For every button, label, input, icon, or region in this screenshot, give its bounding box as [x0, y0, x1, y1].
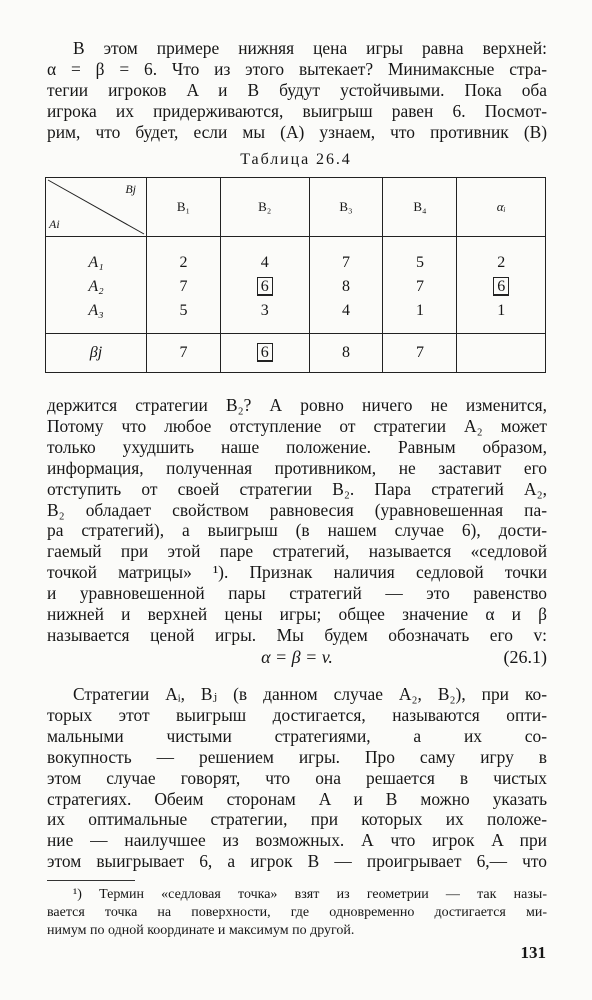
table-corner-cell — [46, 178, 147, 237]
corner-col-label: Bj — [125, 182, 136, 196]
col-header: B₂ — [220, 178, 309, 237]
text-line: нижней и верхней цены игры; общее значение α и β — [47, 604, 547, 625]
equation-number: (26.1) — [503, 647, 547, 667]
table-cell: 4 — [309, 299, 383, 334]
table-cell: 8 — [309, 275, 383, 299]
table-cell: 5 — [383, 237, 457, 276]
row-header: A₃ — [46, 299, 147, 334]
text-line: ра стратегий), а выигрыш (в нашем случае 6), дости- — [47, 520, 547, 541]
equation — [47, 647, 547, 668]
table-cell: 7 — [147, 334, 221, 373]
text-line: отступить от своей стратегии B₂. Пара стратегий A₂, — [47, 478, 547, 499]
text-line: их оптимальные стратегии, при которых их положе- — [47, 809, 547, 830]
equation-text: α = β = v. — [261, 647, 333, 667]
text-line: этом выигрывает 6, а игрок B — проигрывает 6,— что — [47, 851, 547, 872]
upper-value-marker: 6 — [257, 343, 273, 362]
col-header: B₄ — [383, 178, 457, 237]
text-line: гаемый при этой паре стратегий, называется «седловой — [47, 541, 547, 562]
footnote-line: нимум по одной координате и максимум по другой. — [47, 923, 355, 938]
corner-row-label: Ai — [49, 217, 60, 231]
text-line: мальными чистыми стратегиями, а их со- — [47, 725, 547, 746]
saddle-point-marker: 6 — [257, 277, 273, 296]
table-cell: 5 — [147, 299, 221, 334]
table-cell: 4 — [220, 237, 309, 276]
text-line: тегии игроков A и B будут устойчивыми. Пока оба — [47, 79, 547, 100]
table-cell: 7 — [383, 275, 457, 299]
footnote-line: ¹) Термин «седловая точка» взят из геометрии — так назы- — [73, 887, 547, 902]
text-line: держится стратегии B₂? А ровно ничего не изменится, — [47, 395, 547, 415]
table-caption: Таблица 26.4 — [240, 151, 352, 168]
table-row — [46, 275, 546, 299]
paragraph-intro — [47, 38, 547, 143]
row-header: A₂ — [46, 275, 147, 299]
table-beta-row — [46, 334, 546, 373]
text-line: информация, полученная противником, не заставит его — [47, 457, 547, 478]
table-cell: 7 — [383, 334, 457, 373]
col-header: B₁ — [147, 178, 221, 237]
table-cell: 2 — [457, 237, 546, 276]
row-header: βj — [46, 334, 147, 373]
text-line: точкой матрицы» ¹). Признак наличия седловой точки — [47, 562, 547, 583]
table-cell: 8 — [309, 334, 383, 373]
text-line: только ухудшить наше положение. Равным образом, — [47, 436, 547, 457]
table-cell — [220, 334, 309, 373]
table-row — [46, 237, 546, 276]
col-header: B₃ — [309, 178, 383, 237]
table-cell: 1 — [383, 299, 457, 334]
footnote-line: вается точка на поверхности, где одновременно достигается ми- — [47, 905, 547, 920]
col-header: αᵢ — [457, 178, 546, 237]
footnote-rule — [47, 880, 135, 881]
text-line: и уравновешенной пары стратегий — это равенство — [47, 583, 547, 604]
table-row — [46, 299, 546, 334]
text-line: Стратегии Aᵢ, Bⱼ (в данном случае A₂, B₂), при ко- — [73, 684, 547, 704]
text-line: называется ценой игры. Мы будем обозначать его v: — [47, 624, 547, 645]
table-cell: 2 — [147, 237, 221, 276]
table-cell — [457, 275, 546, 299]
text-line: Потому что любое отступление от стратегии A₂ может — [47, 415, 547, 436]
table-cell: 7 — [147, 275, 221, 299]
text-line: B₂ обладает свойством равновесия (уравновешенная па- — [47, 499, 547, 520]
table-header-row — [46, 178, 546, 237]
text-line: этом случае говорят, что она решается в чистых — [47, 767, 547, 788]
table-cell: 7 — [309, 237, 383, 276]
text-line: игрока их придерживаются, выигрыш равен 6. Посмот- — [47, 100, 547, 121]
text-line: вокупность — решением игры. Про саму игру в — [47, 746, 547, 767]
text-line: ние — наилучшее из возможных. А что игрок A при — [47, 830, 547, 851]
table-cell: 3 — [220, 299, 309, 334]
table-cell: 1 — [457, 299, 546, 334]
page-number: 131 — [520, 943, 546, 962]
text-line: α = β = 6. Что из этого вытекает? Минимаксные стра- — [47, 58, 547, 79]
text-line: стратегиях. Обеим сторонам A и B можно указать — [47, 788, 547, 809]
table-cell — [220, 275, 309, 299]
row-header: A₁ — [46, 237, 147, 276]
text-line: торых этот выигрыш достигается, называются опти- — [47, 704, 547, 725]
text-line: рим, что будет, если мы (A) узнаем, что противник (B) — [47, 121, 547, 142]
lower-value-marker: 6 — [493, 277, 509, 296]
payoff-table — [45, 177, 546, 373]
footnote — [47, 886, 547, 940]
paragraph-solution — [47, 684, 547, 872]
paragraph-equilibrium — [47, 395, 547, 646]
table-cell — [457, 334, 546, 373]
text-line: В этом примере нижняя цена игры равна верхней: — [73, 38, 547, 58]
